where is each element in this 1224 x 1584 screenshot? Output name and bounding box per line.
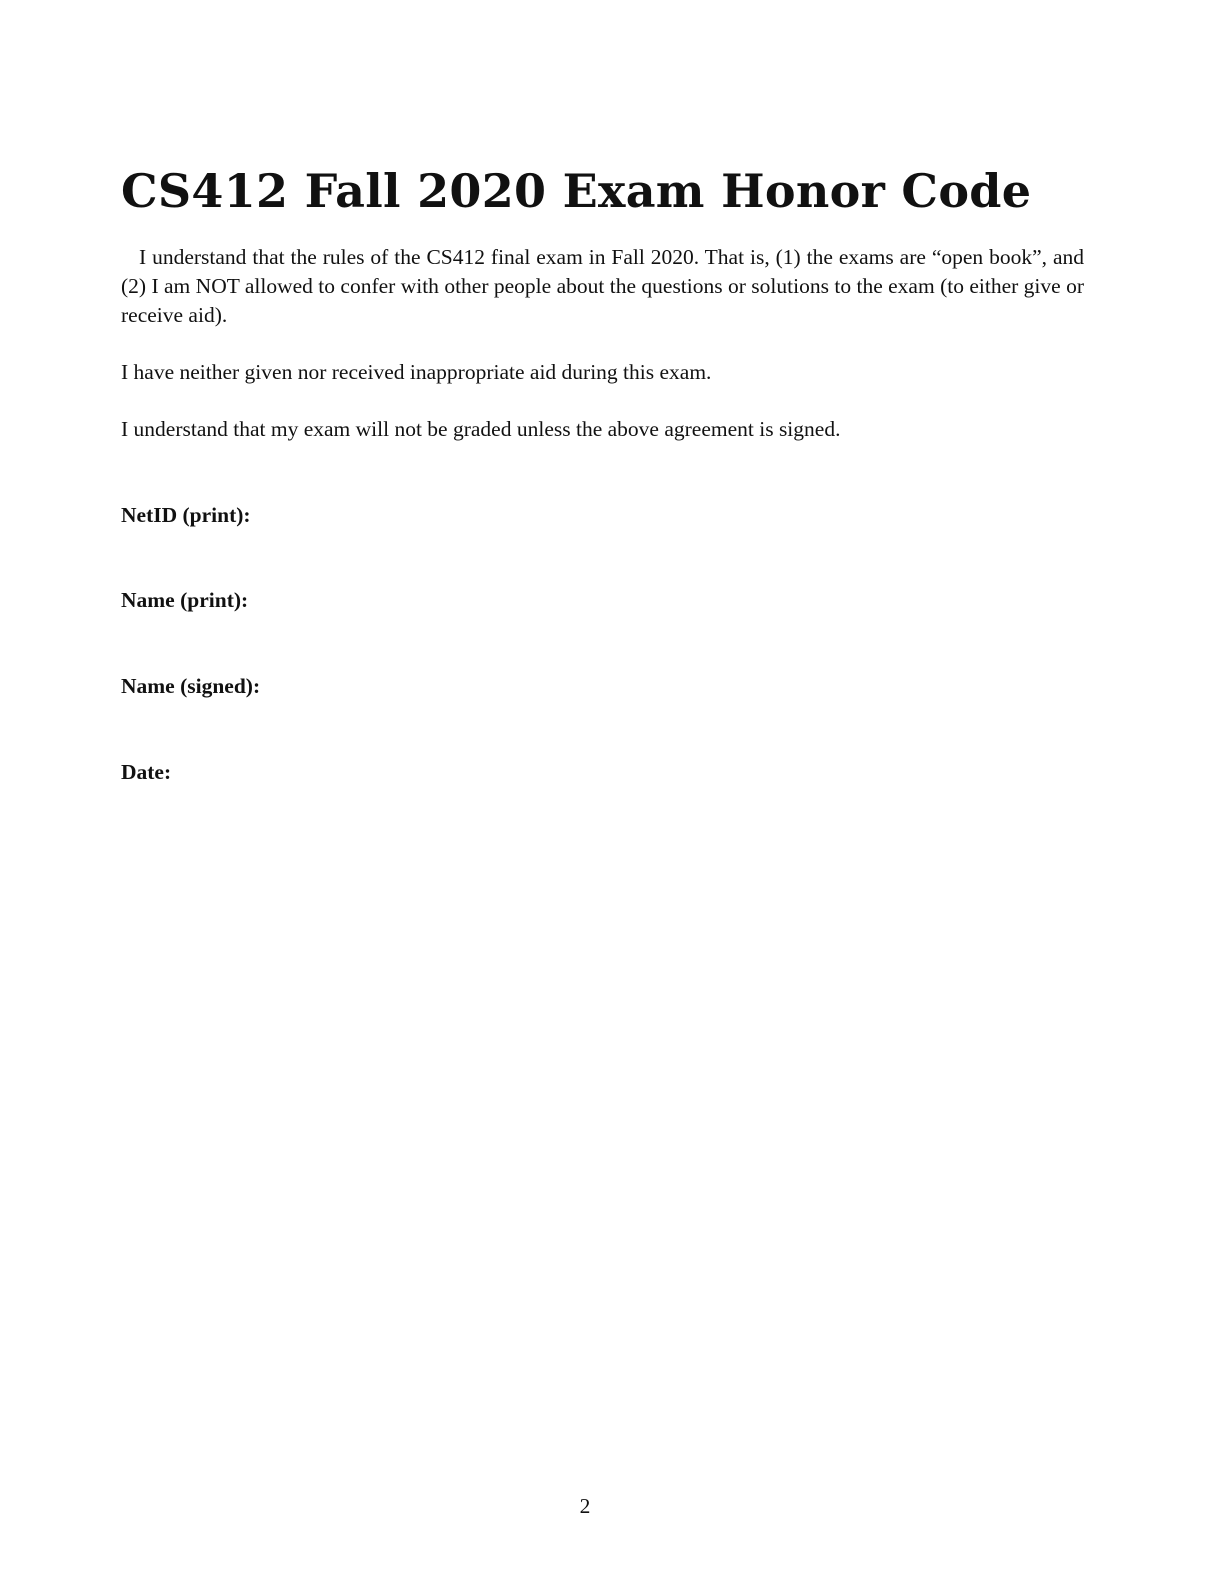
- no-aid-statement: [121, 358, 1084, 387]
- name-signed-label: Name (signed):: [121, 674, 261, 698]
- honor-code-rules-paragraph: [121, 243, 1084, 330]
- date-field: [121, 758, 171, 787]
- honor-code-rules-text: I understand that the rules of the CS412 final exam in Fall 2020. That is, (1) the exams are “open book”, and (2) I am NOT allowed to confer with other people about the questions or solutions to the exam (to either give or receive aid).: [121, 245, 1084, 327]
- name-print-field: [121, 586, 248, 615]
- name-signed-field: [121, 672, 260, 701]
- page-title: CS412 Fall 2020 Exam Honor Code: [121, 164, 1032, 218]
- netid-field: [121, 501, 251, 530]
- no-aid-statement-text: I have neither given nor received inappropriate aid during this exam.: [121, 360, 712, 384]
- date-label: Date:: [121, 760, 172, 784]
- grading-agreement-statement: [121, 415, 1084, 444]
- page-number: 2: [579, 1494, 591, 1518]
- name-print-label: Name (print):: [121, 588, 249, 612]
- grading-agreement-text: I understand that my exam will not be graded unless the above agreement is signed.: [121, 417, 841, 441]
- netid-label: NetID (print):: [121, 503, 251, 527]
